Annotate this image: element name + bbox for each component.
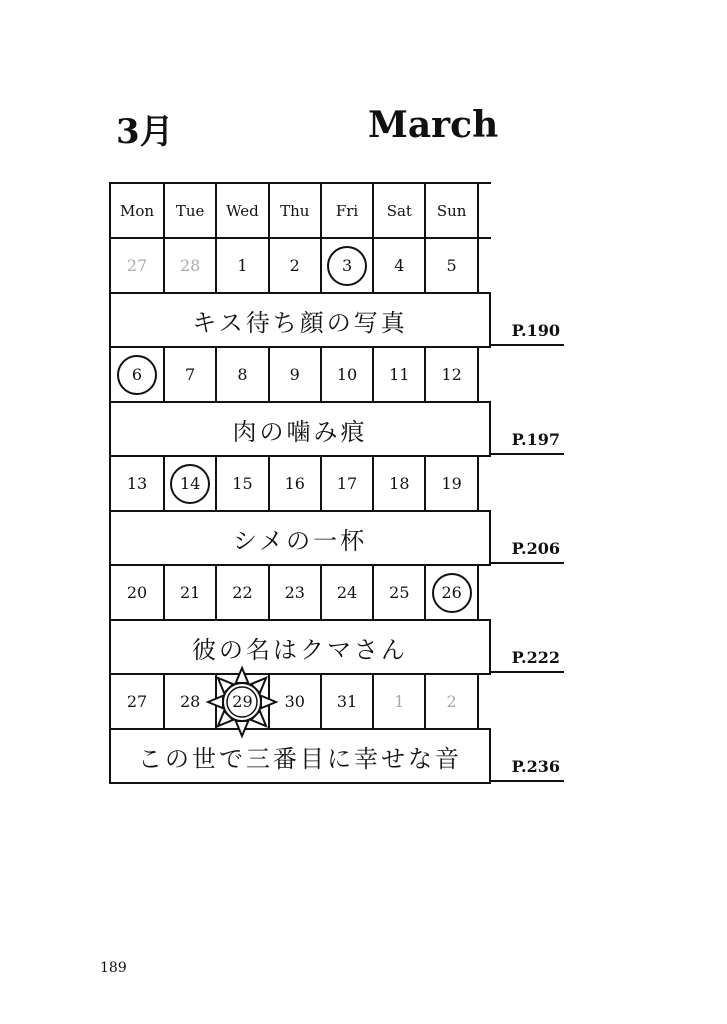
day-number: 24 [336, 583, 358, 602]
day-number: 25 [389, 583, 410, 602]
page-reference: P.197 [511, 430, 560, 449]
page-slot [489, 564, 564, 673]
page-slot [489, 455, 564, 564]
day-number: 3 [341, 256, 353, 275]
day-cell [322, 675, 374, 728]
day-cell [374, 239, 426, 292]
day-number: 5 [446, 256, 457, 275]
day-number: 30 [284, 692, 305, 711]
day-number: 1 [237, 256, 248, 275]
day-cell [426, 348, 478, 401]
week-row [111, 566, 491, 621]
day-number: 29 [232, 692, 253, 711]
day-cell [426, 457, 478, 510]
day-cell [165, 348, 217, 401]
day-cell [217, 239, 269, 292]
day-cell [374, 675, 426, 728]
page-reference: P.222 [511, 648, 560, 667]
page-reference-column [489, 182, 564, 782]
day-number: 31 [336, 692, 358, 711]
day-number: 8 [237, 365, 248, 384]
day-number: 18 [389, 474, 410, 493]
day-cell [165, 566, 217, 619]
day-number: 28 [179, 256, 201, 275]
day-cell [426, 566, 478, 619]
day-number: 26 [441, 583, 462, 602]
day-number: 27 [126, 256, 148, 275]
day-number: 21 [179, 583, 201, 602]
weekday-wed: Wed [217, 184, 269, 237]
day-cell [165, 239, 217, 292]
day-cell [217, 457, 269, 510]
day-cell [322, 566, 374, 619]
weekday-sun: Sun [426, 184, 478, 237]
chapter-title: この世で三番目に幸せな音 [111, 730, 491, 784]
week-row [111, 239, 491, 294]
day-cell [217, 675, 269, 728]
day-number: 17 [336, 474, 358, 493]
day-cell [111, 348, 165, 401]
page-slot [489, 182, 564, 346]
month-title-en: March [368, 104, 499, 146]
month-title-ja: 3月 [116, 112, 174, 152]
page-reference: P.206 [511, 539, 560, 558]
day-cell [374, 348, 426, 401]
page-reference: P.236 [511, 757, 560, 776]
page-underline [489, 780, 564, 782]
day-number: 11 [389, 365, 410, 384]
weekday-thu: Thu [270, 184, 322, 237]
day-cell [426, 239, 478, 292]
day-number: 12 [441, 365, 462, 384]
day-cell [111, 675, 165, 728]
chapter-title: 彼の名はクマさん [111, 621, 491, 675]
day-cell [270, 239, 322, 292]
day-number: 2 [446, 692, 457, 711]
day-number: 27 [126, 692, 148, 711]
weekday-mon: Mon [111, 184, 165, 237]
day-cell [111, 457, 165, 510]
calendar-grid [109, 182, 491, 784]
day-number: 9 [289, 365, 300, 384]
week-row [111, 457, 491, 512]
day-cell [322, 457, 374, 510]
day-cell [270, 675, 322, 728]
weekday-fri: Fri [322, 184, 374, 237]
day-cell [111, 566, 165, 619]
day-cell [270, 457, 322, 510]
page-slot [489, 673, 564, 782]
day-number: 10 [336, 365, 358, 384]
day-number: 13 [126, 474, 148, 493]
weekday-header-row [111, 184, 491, 239]
day-number: 23 [284, 583, 305, 602]
day-cell [426, 675, 478, 728]
day-cell [111, 239, 165, 292]
day-cell [374, 457, 426, 510]
day-number: 22 [232, 583, 253, 602]
day-number: 14 [179, 474, 201, 493]
chapter-title: キス待ち顔の写真 [111, 294, 491, 348]
day-number: 20 [126, 583, 148, 602]
page-number: 189 [100, 960, 127, 976]
day-number: 7 [185, 365, 196, 384]
day-number: 4 [394, 256, 405, 275]
week-row [111, 348, 491, 403]
day-number: 28 [179, 692, 201, 711]
week-row [111, 675, 491, 730]
day-cell [322, 348, 374, 401]
day-cell [374, 566, 426, 619]
weekday-sat: Sat [374, 184, 426, 237]
chapter-title: 肉の噛み痕 [111, 403, 491, 457]
day-number: 2 [289, 256, 300, 275]
day-cell [217, 348, 269, 401]
weekday-tue: Tue [165, 184, 217, 237]
day-number: 15 [232, 474, 253, 493]
page-reference: P.190 [511, 321, 560, 340]
day-number: 6 [131, 365, 143, 384]
page-slot [489, 346, 564, 455]
day-cell [270, 566, 322, 619]
day-number: 16 [284, 474, 305, 493]
day-cell [322, 239, 374, 292]
day-cell [270, 348, 322, 401]
day-number: 1 [394, 692, 405, 711]
chapter-title: シメの一杯 [111, 512, 491, 566]
day-number: 19 [441, 474, 462, 493]
day-cell [217, 566, 269, 619]
day-cell [165, 457, 217, 510]
